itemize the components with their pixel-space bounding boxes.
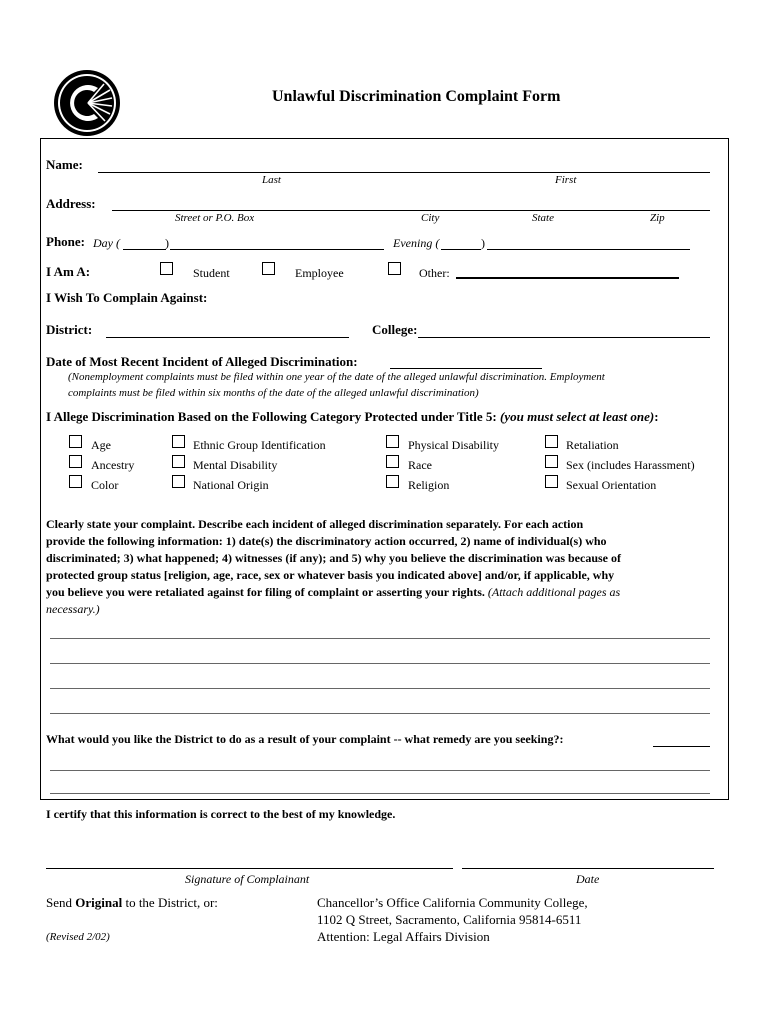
- form-title: Unlawful Discrimination Complaint Form: [272, 88, 561, 105]
- color-label: Color: [91, 478, 119, 492]
- other-checkbox[interactable]: [388, 262, 401, 275]
- physical-disability-checkbox[interactable]: [386, 435, 399, 448]
- allege-heading: [46, 409, 659, 425]
- incident-date-label: Date of Most Recent Incident of Alleged Discrimination:: [46, 354, 358, 369]
- allege-heading-colon: :: [654, 409, 659, 424]
- mental-disability-label: Mental Disability: [193, 458, 278, 472]
- incident-note-line-2: complaints must be filed within six months of the date of the alleged unlawful discrimination): [68, 387, 479, 399]
- chancellor-address-3: Attention: Legal Affairs Division: [317, 929, 490, 944]
- complaint-attach-note: (Attach additional pages as: [487, 585, 621, 599]
- remedy-question: What would you like the District to do as a result of your complaint -- what remedy are you seeking?:: [46, 732, 564, 746]
- physical-disability-label: Physical Disability: [408, 438, 499, 452]
- student-label: Student: [193, 266, 230, 280]
- name-first-caption: First: [555, 174, 577, 186]
- logo-seal-icon: [52, 68, 122, 138]
- employee-label: Employee: [295, 266, 344, 280]
- religion-checkbox[interactable]: [386, 475, 399, 488]
- phone-day-label: Day (: [93, 236, 120, 250]
- sex-label: Sex (includes Harassment): [566, 458, 695, 472]
- name-label: Name:: [46, 157, 83, 172]
- chancellor-address-1: Chancellor’s Office California Community College,: [317, 895, 588, 910]
- address-label: Address:: [46, 196, 96, 211]
- retaliation-checkbox[interactable]: [545, 435, 558, 448]
- date-caption: Date: [576, 872, 600, 886]
- employee-checkbox[interactable]: [262, 262, 275, 275]
- complaint-line-3[interactable]: [50, 688, 710, 689]
- signature-field[interactable]: [46, 868, 453, 869]
- complaint-instructions-2: provide the following information: 1) date(s) the discriminatory action occurred, 2) name of individual(s) who: [46, 534, 607, 548]
- send-bold: Original: [75, 895, 123, 910]
- incident-date-field[interactable]: [390, 368, 542, 369]
- college-label: College:: [372, 322, 418, 337]
- ancestry-label: Ancestry: [91, 458, 135, 472]
- race-checkbox[interactable]: [386, 455, 399, 468]
- sexual-orientation-label: Sexual Orientation: [566, 478, 657, 492]
- district-label: District:: [46, 322, 93, 337]
- phone-evening-area-field[interactable]: [441, 249, 481, 250]
- phone-evening-label: Evening (: [393, 236, 440, 250]
- phone-day-area-field[interactable]: [123, 249, 166, 250]
- complaint-attach-note-2: necessary.): [46, 602, 100, 616]
- remedy-line-1[interactable]: [50, 770, 710, 771]
- certify-statement: I certify that this information is correct to the best of my knowledge.: [46, 807, 396, 821]
- student-checkbox[interactable]: [160, 262, 173, 275]
- phone-evening-close: ): [481, 236, 485, 250]
- age-checkbox[interactable]: [69, 435, 82, 448]
- iam-label: I Am A:: [46, 264, 91, 279]
- name-last-caption: Last: [262, 174, 281, 186]
- age-label: Age: [91, 438, 111, 452]
- ancestry-checkbox[interactable]: [69, 455, 82, 468]
- complain-against-label: I Wish To Complain Against:: [46, 290, 208, 305]
- ethnic-group-label: Ethnic Group Identification: [193, 438, 326, 452]
- phone-label: Phone:: [46, 234, 85, 249]
- complaint-instructions-4: protected group status [religion, age, race, sex or whatever basis you indicated above] and/or, if applicable, why: [46, 568, 615, 582]
- phone-evening-number-field[interactable]: [487, 249, 690, 250]
- send-instructions: [46, 895, 218, 911]
- revision-date: (Revised 2/02): [46, 931, 110, 943]
- incident-note-line-1: (Nonemployment complaints must be filed within one year of the date of the alleged unlawful discrimination. Employment: [68, 371, 605, 383]
- complaint-instructions-1: Clearly state your complaint. Describe each incident of alleged discrimination separately. For each action: [46, 517, 584, 531]
- name-field[interactable]: [98, 172, 710, 173]
- complaint-instructions-5: [46, 585, 620, 600]
- phone-day-close: ): [165, 236, 169, 250]
- college-field[interactable]: [418, 337, 710, 338]
- complaint-instructions-5-text: you believe you were retaliated against for filing of complaint or asserting your rights.: [46, 585, 485, 599]
- complaint-instructions-3: discriminated; 3) what happened; 4) witnesses (if any); and 5) why you believe the discrimination was because of: [46, 551, 622, 565]
- address-city-caption: City: [421, 212, 440, 224]
- national-origin-label: National Origin: [193, 478, 269, 492]
- complaint-line-2[interactable]: [50, 663, 710, 664]
- college-logo: [52, 68, 122, 138]
- allege-heading-note: (you must select at least one): [500, 409, 655, 424]
- ethnic-group-checkbox[interactable]: [172, 435, 185, 448]
- color-checkbox[interactable]: [69, 475, 82, 488]
- phone-day-number-field[interactable]: [170, 249, 384, 250]
- religion-label: Religion: [408, 478, 450, 492]
- sexual-orientation-checkbox[interactable]: [545, 475, 558, 488]
- remedy-line-2[interactable]: [50, 793, 710, 794]
- signature-caption: Signature of Complainant: [185, 872, 310, 886]
- send-post: to the District, or:: [122, 895, 218, 910]
- sex-checkbox[interactable]: [545, 455, 558, 468]
- address-zip-caption: Zip: [650, 212, 665, 224]
- mental-disability-checkbox[interactable]: [172, 455, 185, 468]
- national-origin-checkbox[interactable]: [172, 475, 185, 488]
- remedy-inline-field[interactable]: [653, 746, 710, 747]
- retaliation-label: Retaliation: [566, 438, 619, 452]
- address-street-caption: Street or P.O. Box: [175, 212, 255, 224]
- complaint-line-1[interactable]: [50, 638, 710, 639]
- race-label: Race: [408, 458, 432, 472]
- chancellor-address-2: 1102 Q Street, Sacramento, California 95814-6511: [317, 912, 582, 927]
- address-field[interactable]: [112, 210, 710, 211]
- district-field[interactable]: [106, 337, 349, 338]
- send-pre: Send: [46, 895, 76, 910]
- address-state-caption: State: [532, 212, 554, 224]
- date-field[interactable]: [462, 868, 714, 869]
- allege-heading-text: I Allege Discrimination Based on the Following Category Protected under Title 5:: [46, 409, 497, 424]
- other-label: Other:: [419, 266, 450, 280]
- other-field[interactable]: [456, 277, 679, 279]
- complaint-line-4[interactable]: [50, 713, 710, 714]
